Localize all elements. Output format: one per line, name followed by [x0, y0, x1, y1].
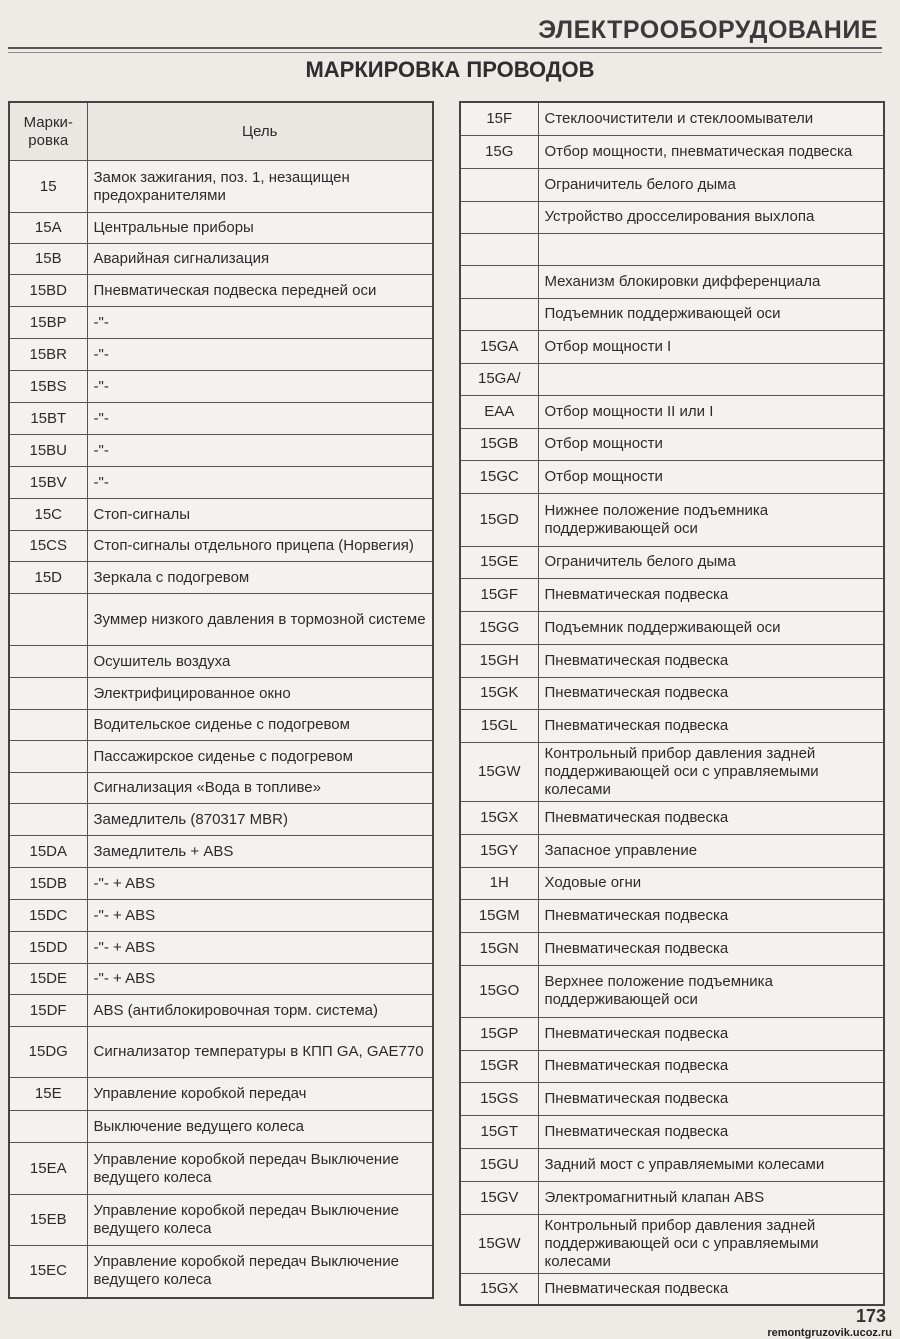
table-row: [460, 363, 884, 395]
wire-purpose-cell: Подъемник поддерживающей оси: [538, 298, 884, 330]
wire-purpose-cell: Пневматическая подвеска: [538, 1273, 884, 1305]
wire-code-cell: 15: [9, 161, 87, 213]
table-row: [460, 460, 884, 493]
wire-purpose-cell: Пневматическая подвеска: [538, 677, 884, 709]
wire-purpose-cell: Электрифицированное окно: [87, 678, 433, 710]
table-row: [9, 1246, 433, 1298]
right-wire-table: [459, 101, 885, 1306]
wire-code-cell: 15GS: [460, 1082, 538, 1115]
table-row: [9, 1027, 433, 1078]
wire-code-cell: 15GV: [460, 1181, 538, 1214]
wire-purpose-cell: Пневматическая подвеска: [538, 644, 884, 677]
table-row: [460, 742, 884, 801]
wire-code-cell: 15GC: [460, 460, 538, 493]
wire-purpose-cell: Ограничитель белого дыма: [538, 546, 884, 578]
wire-purpose-cell: -"-: [87, 435, 433, 467]
table-row: [9, 1078, 433, 1111]
wire-purpose-cell: Осушитель воздуха: [87, 646, 433, 678]
table-row: [460, 330, 884, 363]
wire-purpose-cell: Пневматическая подвеска: [538, 1082, 884, 1115]
wire-code-cell: 15GA: [460, 330, 538, 363]
wire-code-cell: 15GL: [460, 709, 538, 742]
table-row: [460, 801, 884, 834]
wire-code-cell: [9, 1111, 87, 1143]
wire-code-cell: [460, 201, 538, 233]
left-table-header: [9, 102, 433, 161]
wire-code-cell: 15CS: [9, 531, 87, 562]
wire-purpose-cell: Выключение ведущего колеса: [87, 1111, 433, 1143]
table-row: [9, 868, 433, 900]
column-header-purpose: Цель: [87, 102, 433, 161]
wire-purpose-cell: Верхнее положение подъемника поддерживающей оси: [538, 965, 884, 1017]
right-table-body: [460, 102, 884, 1305]
table-row: [9, 403, 433, 435]
table-row: [460, 135, 884, 168]
table-row: [460, 644, 884, 677]
table-row: [9, 467, 433, 499]
wire-purpose-cell: Стоп-сигналы отдельного прицепа (Норвегия): [87, 531, 433, 562]
table-row: [9, 932, 433, 964]
wire-purpose-cell: Центральные приборы: [87, 213, 433, 244]
wire-purpose-cell: Контрольный прибор давления задней поддерживающей оси с управляемыми колесами: [538, 1214, 884, 1273]
wire-purpose-cell: Отбор мощности: [538, 428, 884, 460]
wire-purpose-cell: Пневматическая подвеска: [538, 801, 884, 834]
wire-code-cell: [9, 804, 87, 836]
wire-code-cell: 15DF: [9, 995, 87, 1027]
wire-purpose-cell: -"- + ABS: [87, 964, 433, 995]
wire-purpose-cell: Задний мост с управляемыми колесами: [538, 1148, 884, 1181]
wire-code-cell: [9, 594, 87, 646]
table-row: [460, 428, 884, 460]
table-row: [460, 102, 884, 135]
wire-code-cell: 15GE: [460, 546, 538, 578]
wire-purpose-cell: Зуммер низкого давления в тормозной системе: [87, 594, 433, 646]
table-row: [460, 395, 884, 428]
table-row: [460, 899, 884, 932]
wire-code-cell: 15GG: [460, 611, 538, 644]
wire-purpose-cell: Механизм блокировки дифференциала: [538, 265, 884, 298]
table-row: [9, 435, 433, 467]
page-number: 173: [855, 1306, 886, 1326]
left-wire-table: [8, 101, 434, 1299]
header-rule-thin: [8, 52, 882, 53]
wire-code-cell: 15GW: [460, 1214, 538, 1273]
wire-purpose-cell: Отбор мощности: [538, 460, 884, 493]
wire-code-cell: 15DG: [9, 1027, 87, 1078]
wire-purpose-cell: -"-: [87, 307, 433, 339]
table-row: [460, 867, 884, 899]
wire-purpose-cell: Пневматическая подвеска: [538, 709, 884, 742]
wire-purpose-cell: Сигнализатор температуры в КПП GA, GAE770: [87, 1027, 433, 1078]
table-row: [460, 611, 884, 644]
table-row: [460, 932, 884, 965]
table-row: [9, 773, 433, 804]
wire-purpose-cell: Водительское сиденье с подогревом: [87, 710, 433, 741]
wire-purpose-cell: Замедлитель (870317 MBR): [87, 804, 433, 836]
wire-purpose-cell: Отбор мощности II или I: [538, 395, 884, 428]
wire-purpose-cell: -"- + ABS: [87, 932, 433, 964]
wire-code-cell: 15GO: [460, 965, 538, 1017]
wire-purpose-cell: Пневматическая подвеска передней оси: [87, 275, 433, 307]
table-row: [460, 1115, 884, 1148]
wire-code-cell: 15BU: [9, 435, 87, 467]
wire-purpose-cell: Нижнее положение подъемника поддерживающей оси: [538, 493, 884, 546]
wire-code-cell: 15DE: [9, 964, 87, 995]
wire-purpose-cell: Аварийная сигнализация: [87, 244, 433, 275]
table-row: [460, 677, 884, 709]
wire-code-cell: 15GU: [460, 1148, 538, 1181]
table-row: [9, 1143, 433, 1195]
table-row: [460, 265, 884, 298]
table-row: [9, 307, 433, 339]
table-row: [9, 499, 433, 531]
wire-code-cell: 15EC: [9, 1246, 87, 1298]
left-table-body: [9, 161, 433, 1298]
wire-code-cell: 15GW: [460, 742, 538, 801]
table-row: [9, 1111, 433, 1143]
table-row: [9, 900, 433, 932]
wire-purpose-cell: Стеклоочистители и стеклоомыватели: [538, 102, 884, 135]
wire-purpose-cell: Стоп-сигналы: [87, 499, 433, 531]
wire-code-cell: 15DD: [9, 932, 87, 964]
wire-purpose-cell: Замок зажигания, поз. 1, незащищен предохранителями: [87, 161, 433, 213]
wire-code-cell: 15GH: [460, 644, 538, 677]
wire-code-cell: [9, 773, 87, 804]
table-row: [460, 1273, 884, 1305]
wire-purpose-cell: -"-: [87, 403, 433, 435]
wire-purpose-cell: Пневматическая подвеска: [538, 578, 884, 611]
wire-code-cell: 15BS: [9, 371, 87, 403]
table-row: [460, 201, 884, 233]
table-row: [9, 371, 433, 403]
table-row: [9, 995, 433, 1027]
wire-code-cell: 15DA: [9, 836, 87, 868]
wire-purpose-cell: Пневматическая подвеска: [538, 899, 884, 932]
wire-code-cell: [460, 298, 538, 330]
wire-code-cell: 15GX: [460, 1273, 538, 1305]
table-row: [460, 834, 884, 867]
wire-code-cell: 15B: [9, 244, 87, 275]
table-row: [9, 710, 433, 741]
wire-purpose-cell: Пневматическая подвеска: [538, 1115, 884, 1148]
header-rule: [8, 47, 882, 49]
wire-code-cell: [9, 741, 87, 773]
wire-purpose-cell: Запасное управление: [538, 834, 884, 867]
table-row: [9, 244, 433, 275]
table-row: [460, 233, 884, 265]
wire-purpose-cell: Зеркала с подогревом: [87, 562, 433, 594]
wire-purpose-cell: Пассажирское сиденье с подогревом: [87, 741, 433, 773]
table-row: [460, 1017, 884, 1050]
section-title: ЭЛЕКТРООБОРУДОВАНИЕ: [538, 16, 878, 44]
wire-purpose-cell: Контрольный прибор давления задней поддерживающей оси с управляемыми колесами: [538, 742, 884, 801]
wire-code-cell: 15GM: [460, 899, 538, 932]
table-row: [460, 578, 884, 611]
table-row: [9, 804, 433, 836]
table-row: [9, 964, 433, 995]
table-row: [460, 1082, 884, 1115]
table-row: [460, 1181, 884, 1214]
wire-code-cell: 15G: [460, 135, 538, 168]
wire-purpose-cell: Управление коробкой передач Выключение ведущего колеса: [87, 1246, 433, 1298]
table-row: [9, 594, 433, 646]
wire-code-cell: [460, 265, 538, 298]
wire-code-cell: 15C: [9, 499, 87, 531]
wire-purpose-cell: -"- + ABS: [87, 868, 433, 900]
wire-code-cell: 15GY: [460, 834, 538, 867]
table-row: [460, 1214, 884, 1273]
table-row: [9, 646, 433, 678]
wire-code-cell: 15GX: [460, 801, 538, 834]
wire-code-cell: 15GK: [460, 677, 538, 709]
wire-code-cell: 15GP: [460, 1017, 538, 1050]
page-title: МАРКИРОВКА ПРОВОДОВ: [305, 57, 595, 82]
wire-code-cell: [9, 710, 87, 741]
wire-code-cell: [460, 233, 538, 265]
site-watermark: remontgruzovik.ucoz.ru: [767, 1327, 892, 1339]
wire-purpose-cell: -"-: [87, 467, 433, 499]
wire-code-cell: 15GF: [460, 578, 538, 611]
wire-code-cell: 15BP: [9, 307, 87, 339]
wire-code-cell: 15DC: [9, 900, 87, 932]
table-row: [9, 213, 433, 244]
wire-purpose-cell: -"-: [87, 371, 433, 403]
wire-purpose-cell: Отбор мощности I: [538, 330, 884, 363]
table-row: [460, 546, 884, 578]
wire-code-cell: 15DB: [9, 868, 87, 900]
wire-purpose-cell: Управление коробкой передач Выключение ведущего колеса: [87, 1195, 433, 1246]
table-row: [460, 298, 884, 330]
wire-purpose-cell: Подъемник поддерживающей оси: [538, 611, 884, 644]
wire-code-cell: 15EB: [9, 1195, 87, 1246]
wire-code-cell: 15GA/: [460, 363, 538, 395]
wire-purpose-cell: -"- + ABS: [87, 900, 433, 932]
wire-code-cell: 15GB: [460, 428, 538, 460]
table-row: [9, 678, 433, 710]
wire-code-cell: 15BT: [9, 403, 87, 435]
table-row: [460, 493, 884, 546]
wire-code-cell: 15EA: [9, 1143, 87, 1195]
wire-code-cell: [9, 678, 87, 710]
wire-code-cell: EAA: [460, 395, 538, 428]
table-row: [9, 531, 433, 562]
wire-code-cell: 15F: [460, 102, 538, 135]
wire-purpose-cell: Ходовые огни: [538, 867, 884, 899]
wire-purpose-cell: [538, 363, 884, 395]
table-row: [460, 965, 884, 1017]
wire-purpose-cell: Сигнализация «Вода в топливе»: [87, 773, 433, 804]
wire-purpose-cell: Электромагнитный клапан ABS: [538, 1181, 884, 1214]
wire-code-cell: 15GD: [460, 493, 538, 546]
table-row: [460, 1148, 884, 1181]
wire-code-cell: 15GT: [460, 1115, 538, 1148]
table-row: [9, 836, 433, 868]
wire-code-cell: [460, 168, 538, 201]
wire-code-cell: [9, 646, 87, 678]
table-row: [9, 741, 433, 773]
wire-code-cell: 15GR: [460, 1050, 538, 1082]
wire-purpose-cell: Отбор мощности, пневматическая подвеска: [538, 135, 884, 168]
wire-code-cell: 15BV: [9, 467, 87, 499]
wire-purpose-cell: Пневматическая подвеска: [538, 932, 884, 965]
wire-code-cell: 15BD: [9, 275, 87, 307]
wire-code-cell: 15E: [9, 1078, 87, 1111]
wire-code-cell: 15GN: [460, 932, 538, 965]
table-row: [9, 339, 433, 371]
wire-purpose-cell: ABS (антиблокировочная торм. система): [87, 995, 433, 1027]
wire-purpose-cell: Управление коробкой передач: [87, 1078, 433, 1111]
table-row: [460, 168, 884, 201]
wire-purpose-cell: Управление коробкой передач Выключение ведущего колеса: [87, 1143, 433, 1195]
wire-purpose-cell: Пневматическая подвеска: [538, 1017, 884, 1050]
wire-code-cell: 15A: [9, 213, 87, 244]
wire-purpose-cell: Замедлитель + ABS: [87, 836, 433, 868]
table-row: [460, 1050, 884, 1082]
wire-code-cell: 15BR: [9, 339, 87, 371]
table-row: [9, 562, 433, 594]
wire-code-cell: 15D: [9, 562, 87, 594]
table-row: [460, 709, 884, 742]
column-header-code: Марки-ровка: [9, 102, 87, 161]
wire-purpose-cell: [538, 233, 884, 265]
wire-purpose-cell: Пневматическая подвеска: [538, 1050, 884, 1082]
wire-purpose-cell: Ограничитель белого дыма: [538, 168, 884, 201]
wire-purpose-cell: Устройство дросселирования выхлопа: [538, 201, 884, 233]
wire-purpose-cell: -"-: [87, 339, 433, 371]
table-row: [9, 1195, 433, 1246]
wire-code-cell: 1H: [460, 867, 538, 899]
table-row: [9, 275, 433, 307]
table-row: [9, 161, 433, 213]
